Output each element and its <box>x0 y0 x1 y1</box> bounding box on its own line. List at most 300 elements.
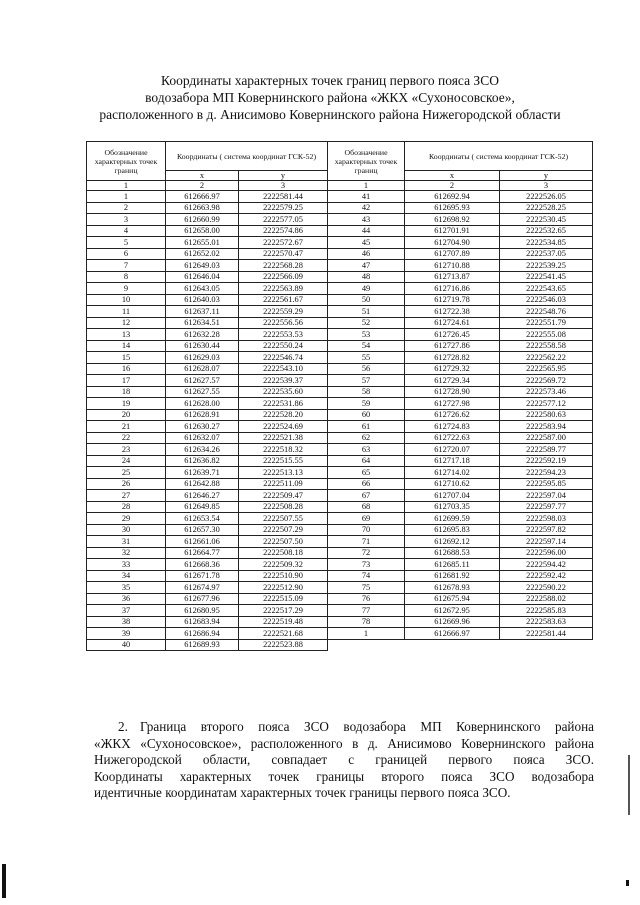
y-coordinate-cell: 2222562.22 <box>500 352 593 364</box>
point-number-cell: 46 <box>328 248 405 260</box>
y-coordinate-cell: 2222507.50 <box>239 536 328 548</box>
point-number-cell: 40 <box>87 639 166 651</box>
point-number-cell: 59 <box>328 398 405 410</box>
x-coordinate-cell: 612699.59 <box>405 513 500 525</box>
x-coordinate-cell: 612652.02 <box>166 248 239 260</box>
point-number-cell: 1 <box>328 628 405 640</box>
y-coordinate-cell: 2222523.88 <box>239 639 328 651</box>
y-coordinate-cell: 2222559.29 <box>239 306 328 318</box>
x-coordinate-cell: 612657.30 <box>166 524 239 536</box>
x-coordinate-cell: 612704.90 <box>405 237 500 249</box>
header-point-right: Обозначение характерных точек границ <box>328 142 405 181</box>
point-number-cell: 47 <box>328 260 405 272</box>
point-number-cell: 22 <box>87 432 166 444</box>
x-coordinate-cell: 612628.00 <box>166 398 239 410</box>
y-coordinate-cell: 2222563.89 <box>239 283 328 295</box>
y-coordinate-cell: 2222534.85 <box>500 237 593 249</box>
point-number-cell: 36 <box>87 593 166 605</box>
x-coordinate-cell: 612629.03 <box>166 352 239 364</box>
x-coordinate-cell: 612668.36 <box>166 559 239 571</box>
point-number-cell: 38 <box>87 616 166 628</box>
table-row <box>87 524 593 536</box>
x-coordinate-cell: 612632.07 <box>166 432 239 444</box>
y-coordinate-cell: 2222513.13 <box>239 467 328 479</box>
y-coordinate-cell: 2222508.28 <box>239 501 328 513</box>
y-coordinate-cell: 2222594.42 <box>500 559 593 571</box>
y-coordinate-cell: 2222528.20 <box>239 409 328 421</box>
y-coordinate-cell: 2222518.32 <box>239 444 328 456</box>
table-row <box>87 639 593 651</box>
point-number-cell: 2 <box>87 202 166 214</box>
point-number-cell: 20 <box>87 409 166 421</box>
point-number-cell: 5 <box>87 237 166 249</box>
x-coordinate-cell: 612692.94 <box>405 191 500 203</box>
point-number-cell: 35 <box>87 582 166 594</box>
x-coordinate-cell: 612628.91 <box>166 409 239 421</box>
y-coordinate-cell: 2222528.25 <box>500 202 593 214</box>
y-coordinate-cell: 2222546.74 <box>239 352 328 364</box>
y-coordinate-cell: 2222587.00 <box>500 432 593 444</box>
y-coordinate-cell: 2222546.03 <box>500 294 593 306</box>
y-coordinate-cell: 2222588.02 <box>500 593 593 605</box>
y-coordinate-cell: 2222535.60 <box>239 386 328 398</box>
y-coordinate-cell: 2222568.28 <box>239 260 328 272</box>
x-coordinate-cell: 612686.94 <box>166 628 239 640</box>
y-coordinate-cell: 2222509.47 <box>239 490 328 502</box>
column-number: 3 <box>500 181 593 191</box>
x-coordinate-cell: 612637.11 <box>166 306 239 318</box>
y-coordinate-cell: 2222585.83 <box>500 605 593 617</box>
table-row <box>87 582 593 594</box>
table-row <box>87 478 593 490</box>
x-coordinate-cell: 612680.95 <box>166 605 239 617</box>
point-number-cell: 77 <box>328 605 405 617</box>
point-number-cell: 11 <box>87 306 166 318</box>
point-number-cell: 14 <box>87 340 166 352</box>
y-coordinate-cell: 2222570.47 <box>239 248 328 260</box>
y-coordinate-cell: 2222597.77 <box>500 501 593 513</box>
y-coordinate-cell: 2222590.22 <box>500 582 593 594</box>
x-coordinate-cell: 612630.27 <box>166 421 239 433</box>
table-row <box>87 628 593 640</box>
table-row <box>87 398 593 410</box>
x-coordinate-cell: 612675.94 <box>405 593 500 605</box>
x-coordinate-cell: 612710.88 <box>405 260 500 272</box>
x-coordinate-cell: 612674.97 <box>166 582 239 594</box>
table-row <box>87 375 593 387</box>
paragraph-line: Нижегородской области, совпадает с границей первого пояса ЗСО. <box>94 752 594 768</box>
header-y-left: y <box>239 171 328 181</box>
table-row <box>87 467 593 479</box>
point-number-cell: 61 <box>328 421 405 433</box>
y-coordinate-cell: 2222526.05 <box>500 191 593 203</box>
point-number-cell: 67 <box>328 490 405 502</box>
x-coordinate-cell: 612643.05 <box>166 283 239 295</box>
x-coordinate-cell: 612658.00 <box>166 225 239 237</box>
table-row <box>87 455 593 467</box>
x-coordinate-cell: 612707.04 <box>405 490 500 502</box>
point-number-cell: 68 <box>328 501 405 513</box>
header-y-right: y <box>500 171 593 181</box>
table-row <box>87 421 593 433</box>
y-coordinate-cell: 2222530.45 <box>500 214 593 226</box>
y-coordinate-cell: 2222548.76 <box>500 306 593 318</box>
point-number-cell: 63 <box>328 444 405 456</box>
x-coordinate-cell: 612729.32 <box>405 363 500 375</box>
table-row <box>87 329 593 341</box>
y-coordinate-cell: 2222517.29 <box>239 605 328 617</box>
table-row <box>87 340 593 352</box>
point-number-cell: 48 <box>328 271 405 283</box>
x-coordinate-cell: 612681.92 <box>405 570 500 582</box>
table-row <box>87 513 593 525</box>
point-number-cell: 69 <box>328 513 405 525</box>
point-number-cell: 56 <box>328 363 405 375</box>
x-coordinate-cell: 612701.91 <box>405 225 500 237</box>
table-row <box>87 593 593 605</box>
x-coordinate-cell: 612685.11 <box>405 559 500 571</box>
document-title <box>60 72 600 123</box>
x-coordinate-cell: 612722.38 <box>405 306 500 318</box>
table-row <box>87 214 593 226</box>
point-number-cell: 33 <box>87 559 166 571</box>
y-coordinate-cell: 2222574.86 <box>239 225 328 237</box>
x-coordinate-cell: 612683.94 <box>166 616 239 628</box>
y-coordinate-cell: 2222531.86 <box>239 398 328 410</box>
x-coordinate-cell: 612632.28 <box>166 329 239 341</box>
title-line-3: расположенного в д. Анисимово Ковернинского района Нижегородской области <box>99 107 561 122</box>
header-x-left: x <box>166 171 239 181</box>
x-coordinate-cell: 612716.86 <box>405 283 500 295</box>
x-coordinate-cell: 612627.57 <box>166 375 239 387</box>
y-coordinate-cell: 2222537.05 <box>500 248 593 260</box>
table-row <box>87 248 593 260</box>
y-coordinate-cell: 2222598.03 <box>500 513 593 525</box>
point-number-cell: 10 <box>87 294 166 306</box>
point-number-cell: 74 <box>328 570 405 582</box>
x-coordinate-cell: 612720.07 <box>405 444 500 456</box>
point-number-cell: 21 <box>87 421 166 433</box>
title-line-2: водозабора МП Ковернинского района «ЖКХ «Сухоносовское», <box>145 90 515 105</box>
table-row <box>87 317 593 329</box>
x-coordinate-cell: 612727.98 <box>405 398 500 410</box>
point-number-cell: 4 <box>87 225 166 237</box>
table-row <box>87 202 593 214</box>
y-coordinate-cell: 2222507.29 <box>239 524 328 536</box>
x-coordinate-cell: 612727.86 <box>405 340 500 352</box>
y-coordinate-cell: 2222561.67 <box>239 294 328 306</box>
paragraph-line: «ЖКХ «Сухоносовское», расположенного в д. Анисимово Ковернинского района <box>94 735 594 751</box>
y-coordinate-cell: 2222515.09 <box>239 593 328 605</box>
x-coordinate-cell: 612722.63 <box>405 432 500 444</box>
point-number-cell: 39 <box>87 628 166 640</box>
table-row <box>87 444 593 456</box>
table-row <box>87 352 593 364</box>
y-coordinate-cell: 2222521.68 <box>239 628 328 640</box>
x-coordinate-cell: 612664.77 <box>166 547 239 559</box>
y-coordinate-cell: 2222543.10 <box>239 363 328 375</box>
x-coordinate-cell: 612636.82 <box>166 455 239 467</box>
point-number-cell: 49 <box>328 283 405 295</box>
x-coordinate-cell: 612729.34 <box>405 375 500 387</box>
paragraph-number: 2. <box>118 719 128 734</box>
y-coordinate-cell: 2222550.24 <box>239 340 328 352</box>
x-coordinate-cell: 612724.83 <box>405 421 500 433</box>
y-coordinate-cell: 2222510.90 <box>239 570 328 582</box>
x-coordinate-cell: 612695.83 <box>405 524 500 536</box>
x-coordinate-cell: 612719.78 <box>405 294 500 306</box>
x-coordinate-cell: 612728.90 <box>405 386 500 398</box>
point-number-cell: 42 <box>328 202 405 214</box>
y-coordinate-cell: 2222539.25 <box>500 260 593 272</box>
x-coordinate-cell: 612692.12 <box>405 536 500 548</box>
y-coordinate-cell: 2222558.58 <box>500 340 593 352</box>
table-row <box>87 605 593 617</box>
y-coordinate-cell: 2222581.44 <box>500 628 593 640</box>
x-coordinate-cell: 612689.93 <box>166 639 239 651</box>
x-coordinate-cell: 612703.35 <box>405 501 500 513</box>
x-coordinate-cell: 612655.01 <box>166 237 239 249</box>
point-number-cell: 60 <box>328 409 405 421</box>
table-row <box>87 409 593 421</box>
x-coordinate-cell: 612666.97 <box>405 628 500 640</box>
table-row <box>87 616 593 628</box>
x-coordinate-cell: 612630.44 <box>166 340 239 352</box>
y-coordinate-cell: 2222541.45 <box>500 271 593 283</box>
x-coordinate-cell: 612726.45 <box>405 329 500 341</box>
point-number-cell: 45 <box>328 237 405 249</box>
x-coordinate-cell: 612628.07 <box>166 363 239 375</box>
point-number-cell: 73 <box>328 559 405 571</box>
y-coordinate-cell: 2222592.19 <box>500 455 593 467</box>
y-coordinate-cell: 2222597.82 <box>500 524 593 536</box>
y-coordinate-cell: 2222595.85 <box>500 478 593 490</box>
y-coordinate-cell: 2222569.72 <box>500 375 593 387</box>
point-number-cell: 62 <box>328 432 405 444</box>
table-row <box>87 559 593 571</box>
x-coordinate-cell: 612717.18 <box>405 455 500 467</box>
column-number: 2 <box>405 181 500 191</box>
x-coordinate-cell: 612695.93 <box>405 202 500 214</box>
y-coordinate-cell: 2222597.04 <box>500 490 593 502</box>
point-number-cell: 71 <box>328 536 405 548</box>
x-coordinate-cell: 612649.03 <box>166 260 239 272</box>
x-coordinate-cell: 612663.98 <box>166 202 239 214</box>
y-coordinate-cell: 2222556.56 <box>239 317 328 329</box>
point-number-cell: 17 <box>87 375 166 387</box>
point-number-cell: 57 <box>328 375 405 387</box>
y-coordinate-cell: 2222555.08 <box>500 329 593 341</box>
y-coordinate-cell: 2222521.38 <box>239 432 328 444</box>
y-coordinate-cell: 2222507.55 <box>239 513 328 525</box>
table-row <box>87 271 593 283</box>
header-coords-left: Координаты ( система координат ГСК-52) <box>166 142 328 171</box>
y-coordinate-cell: 2222515.55 <box>239 455 328 467</box>
y-coordinate-cell: 2222577.05 <box>239 214 328 226</box>
x-coordinate-cell: 612678.93 <box>405 582 500 594</box>
y-coordinate-cell: 2222539.37 <box>239 375 328 387</box>
x-coordinate-cell: 612646.27 <box>166 490 239 502</box>
table-row <box>87 490 593 502</box>
x-coordinate-cell: 612646.04 <box>166 271 239 283</box>
table-row <box>87 294 593 306</box>
table-row <box>87 260 593 272</box>
point-number-cell: 9 <box>87 283 166 295</box>
point-number-cell: 64 <box>328 455 405 467</box>
point-number-cell <box>328 639 405 651</box>
point-number-cell: 28 <box>87 501 166 513</box>
point-number-cell: 34 <box>87 570 166 582</box>
y-coordinate-cell: 2222580.63 <box>500 409 593 421</box>
x-coordinate-cell: 612671.78 <box>166 570 239 582</box>
point-number-cell: 51 <box>328 306 405 318</box>
coordinates-table-body <box>87 191 593 651</box>
x-coordinate-cell: 612640.03 <box>166 294 239 306</box>
x-coordinate-cell: 612707.89 <box>405 248 500 260</box>
column-number: 2 <box>166 181 239 191</box>
point-number-cell: 50 <box>328 294 405 306</box>
y-coordinate-cell: 2222509.32 <box>239 559 328 571</box>
y-coordinate-cell: 2222543.65 <box>500 283 593 295</box>
x-coordinate-cell: 612649.85 <box>166 501 239 513</box>
point-number-cell: 30 <box>87 524 166 536</box>
scan-dot <box>626 880 629 886</box>
table-row <box>87 547 593 559</box>
x-coordinate-cell: 612642.88 <box>166 478 239 490</box>
x-coordinate-cell: 612728.82 <box>405 352 500 364</box>
point-number-cell: 43 <box>328 214 405 226</box>
x-coordinate-cell: 612713.87 <box>405 271 500 283</box>
point-number-cell: 66 <box>328 478 405 490</box>
point-number-cell: 76 <box>328 593 405 605</box>
point-number-cell: 72 <box>328 547 405 559</box>
x-coordinate-cell: 612661.06 <box>166 536 239 548</box>
point-number-cell: 78 <box>328 616 405 628</box>
y-coordinate-cell: 2222579.25 <box>239 202 328 214</box>
point-number-cell: 8 <box>87 271 166 283</box>
point-number-cell: 27 <box>87 490 166 502</box>
y-coordinate-cell: 2222551.79 <box>500 317 593 329</box>
column-number: 3 <box>239 181 328 191</box>
column-number: 1 <box>87 181 166 191</box>
y-coordinate-cell <box>500 639 593 651</box>
paragraph-line: Координаты характерных точек границы второго пояса ЗСО водозабора <box>94 768 594 784</box>
y-coordinate-cell: 2222508.18 <box>239 547 328 559</box>
point-number-cell: 18 <box>87 386 166 398</box>
x-coordinate-cell: 612726.62 <box>405 409 500 421</box>
point-number-cell: 75 <box>328 582 405 594</box>
title-line-1: Координаты характерных точек границ первого пояса ЗСО <box>161 73 499 88</box>
table-row <box>87 363 593 375</box>
x-coordinate-cell: 612688.53 <box>405 547 500 559</box>
point-number-cell: 3 <box>87 214 166 226</box>
column-number: 1 <box>328 181 405 191</box>
paragraph-2 <box>94 719 594 802</box>
coordinates-table <box>86 141 593 651</box>
table-row <box>87 432 593 444</box>
x-coordinate-cell: 612669.96 <box>405 616 500 628</box>
y-coordinate-cell: 2222597.14 <box>500 536 593 548</box>
table-row <box>87 191 593 203</box>
y-coordinate-cell: 2222524.69 <box>239 421 328 433</box>
x-coordinate-cell: 612672.95 <box>405 605 500 617</box>
point-number-cell: 44 <box>328 225 405 237</box>
x-coordinate-cell: 612627.55 <box>166 386 239 398</box>
point-number-cell: 53 <box>328 329 405 341</box>
point-number-cell: 70 <box>328 524 405 536</box>
table-row <box>87 501 593 513</box>
point-number-cell: 52 <box>328 317 405 329</box>
point-number-cell: 16 <box>87 363 166 375</box>
point-number-cell: 37 <box>87 605 166 617</box>
table-row <box>87 225 593 237</box>
paragraph-line: идентичные координатам характерных точек границы первого пояса ЗСО. <box>94 785 511 801</box>
x-coordinate-cell: 612634.26 <box>166 444 239 456</box>
x-coordinate-cell: 612724.61 <box>405 317 500 329</box>
point-number-cell: 15 <box>87 352 166 364</box>
x-coordinate-cell: 612666.97 <box>166 191 239 203</box>
point-number-cell: 6 <box>87 248 166 260</box>
x-coordinate-cell: 612639.71 <box>166 467 239 479</box>
header-coords-right: Координаты ( система координат ГСК-52) <box>405 142 593 171</box>
scan-edge-mark <box>2 864 6 898</box>
x-coordinate-cell: 612634.51 <box>166 317 239 329</box>
table-row <box>87 283 593 295</box>
y-coordinate-cell: 2222512.90 <box>239 582 328 594</box>
point-number-cell: 58 <box>328 386 405 398</box>
point-number-cell: 31 <box>87 536 166 548</box>
y-coordinate-cell: 2222572.67 <box>239 237 328 249</box>
point-number-cell: 54 <box>328 340 405 352</box>
point-number-cell: 13 <box>87 329 166 341</box>
scan-edge-line <box>628 755 630 815</box>
point-number-cell: 29 <box>87 513 166 525</box>
point-number-cell: 32 <box>87 547 166 559</box>
y-coordinate-cell: 2222553.53 <box>239 329 328 341</box>
point-number-cell: 24 <box>87 455 166 467</box>
x-coordinate-cell: 612660.99 <box>166 214 239 226</box>
x-coordinate-cell: 612653.54 <box>166 513 239 525</box>
y-coordinate-cell: 2222577.12 <box>500 398 593 410</box>
y-coordinate-cell: 2222583.94 <box>500 421 593 433</box>
x-coordinate-cell: 612698.92 <box>405 214 500 226</box>
point-number-cell: 23 <box>87 444 166 456</box>
point-number-cell: 19 <box>87 398 166 410</box>
x-coordinate-cell: 612714.02 <box>405 467 500 479</box>
x-coordinate-cell <box>405 639 500 651</box>
y-coordinate-cell: 2222566.09 <box>239 271 328 283</box>
x-coordinate-cell: 612677.96 <box>166 593 239 605</box>
y-coordinate-cell: 2222532.65 <box>500 225 593 237</box>
x-coordinate-cell: 612710.62 <box>405 478 500 490</box>
point-number-cell: 41 <box>328 191 405 203</box>
point-number-cell: 1 <box>87 191 166 203</box>
point-number-cell: 55 <box>328 352 405 364</box>
y-coordinate-cell: 2222594.23 <box>500 467 593 479</box>
y-coordinate-cell: 2222596.00 <box>500 547 593 559</box>
point-number-cell: 26 <box>87 478 166 490</box>
y-coordinate-cell: 2222565.95 <box>500 363 593 375</box>
y-coordinate-cell: 2222511.09 <box>239 478 328 490</box>
table-row <box>87 237 593 249</box>
point-number-cell: 65 <box>328 467 405 479</box>
paragraph-line: Граница второго пояса ЗСО водозабора МП Ковернинского района <box>140 719 594 734</box>
y-coordinate-cell: 2222589.77 <box>500 444 593 456</box>
y-coordinate-cell: 2222583.63 <box>500 616 593 628</box>
y-coordinate-cell: 2222581.44 <box>239 191 328 203</box>
table-row <box>87 536 593 548</box>
point-number-cell: 7 <box>87 260 166 272</box>
